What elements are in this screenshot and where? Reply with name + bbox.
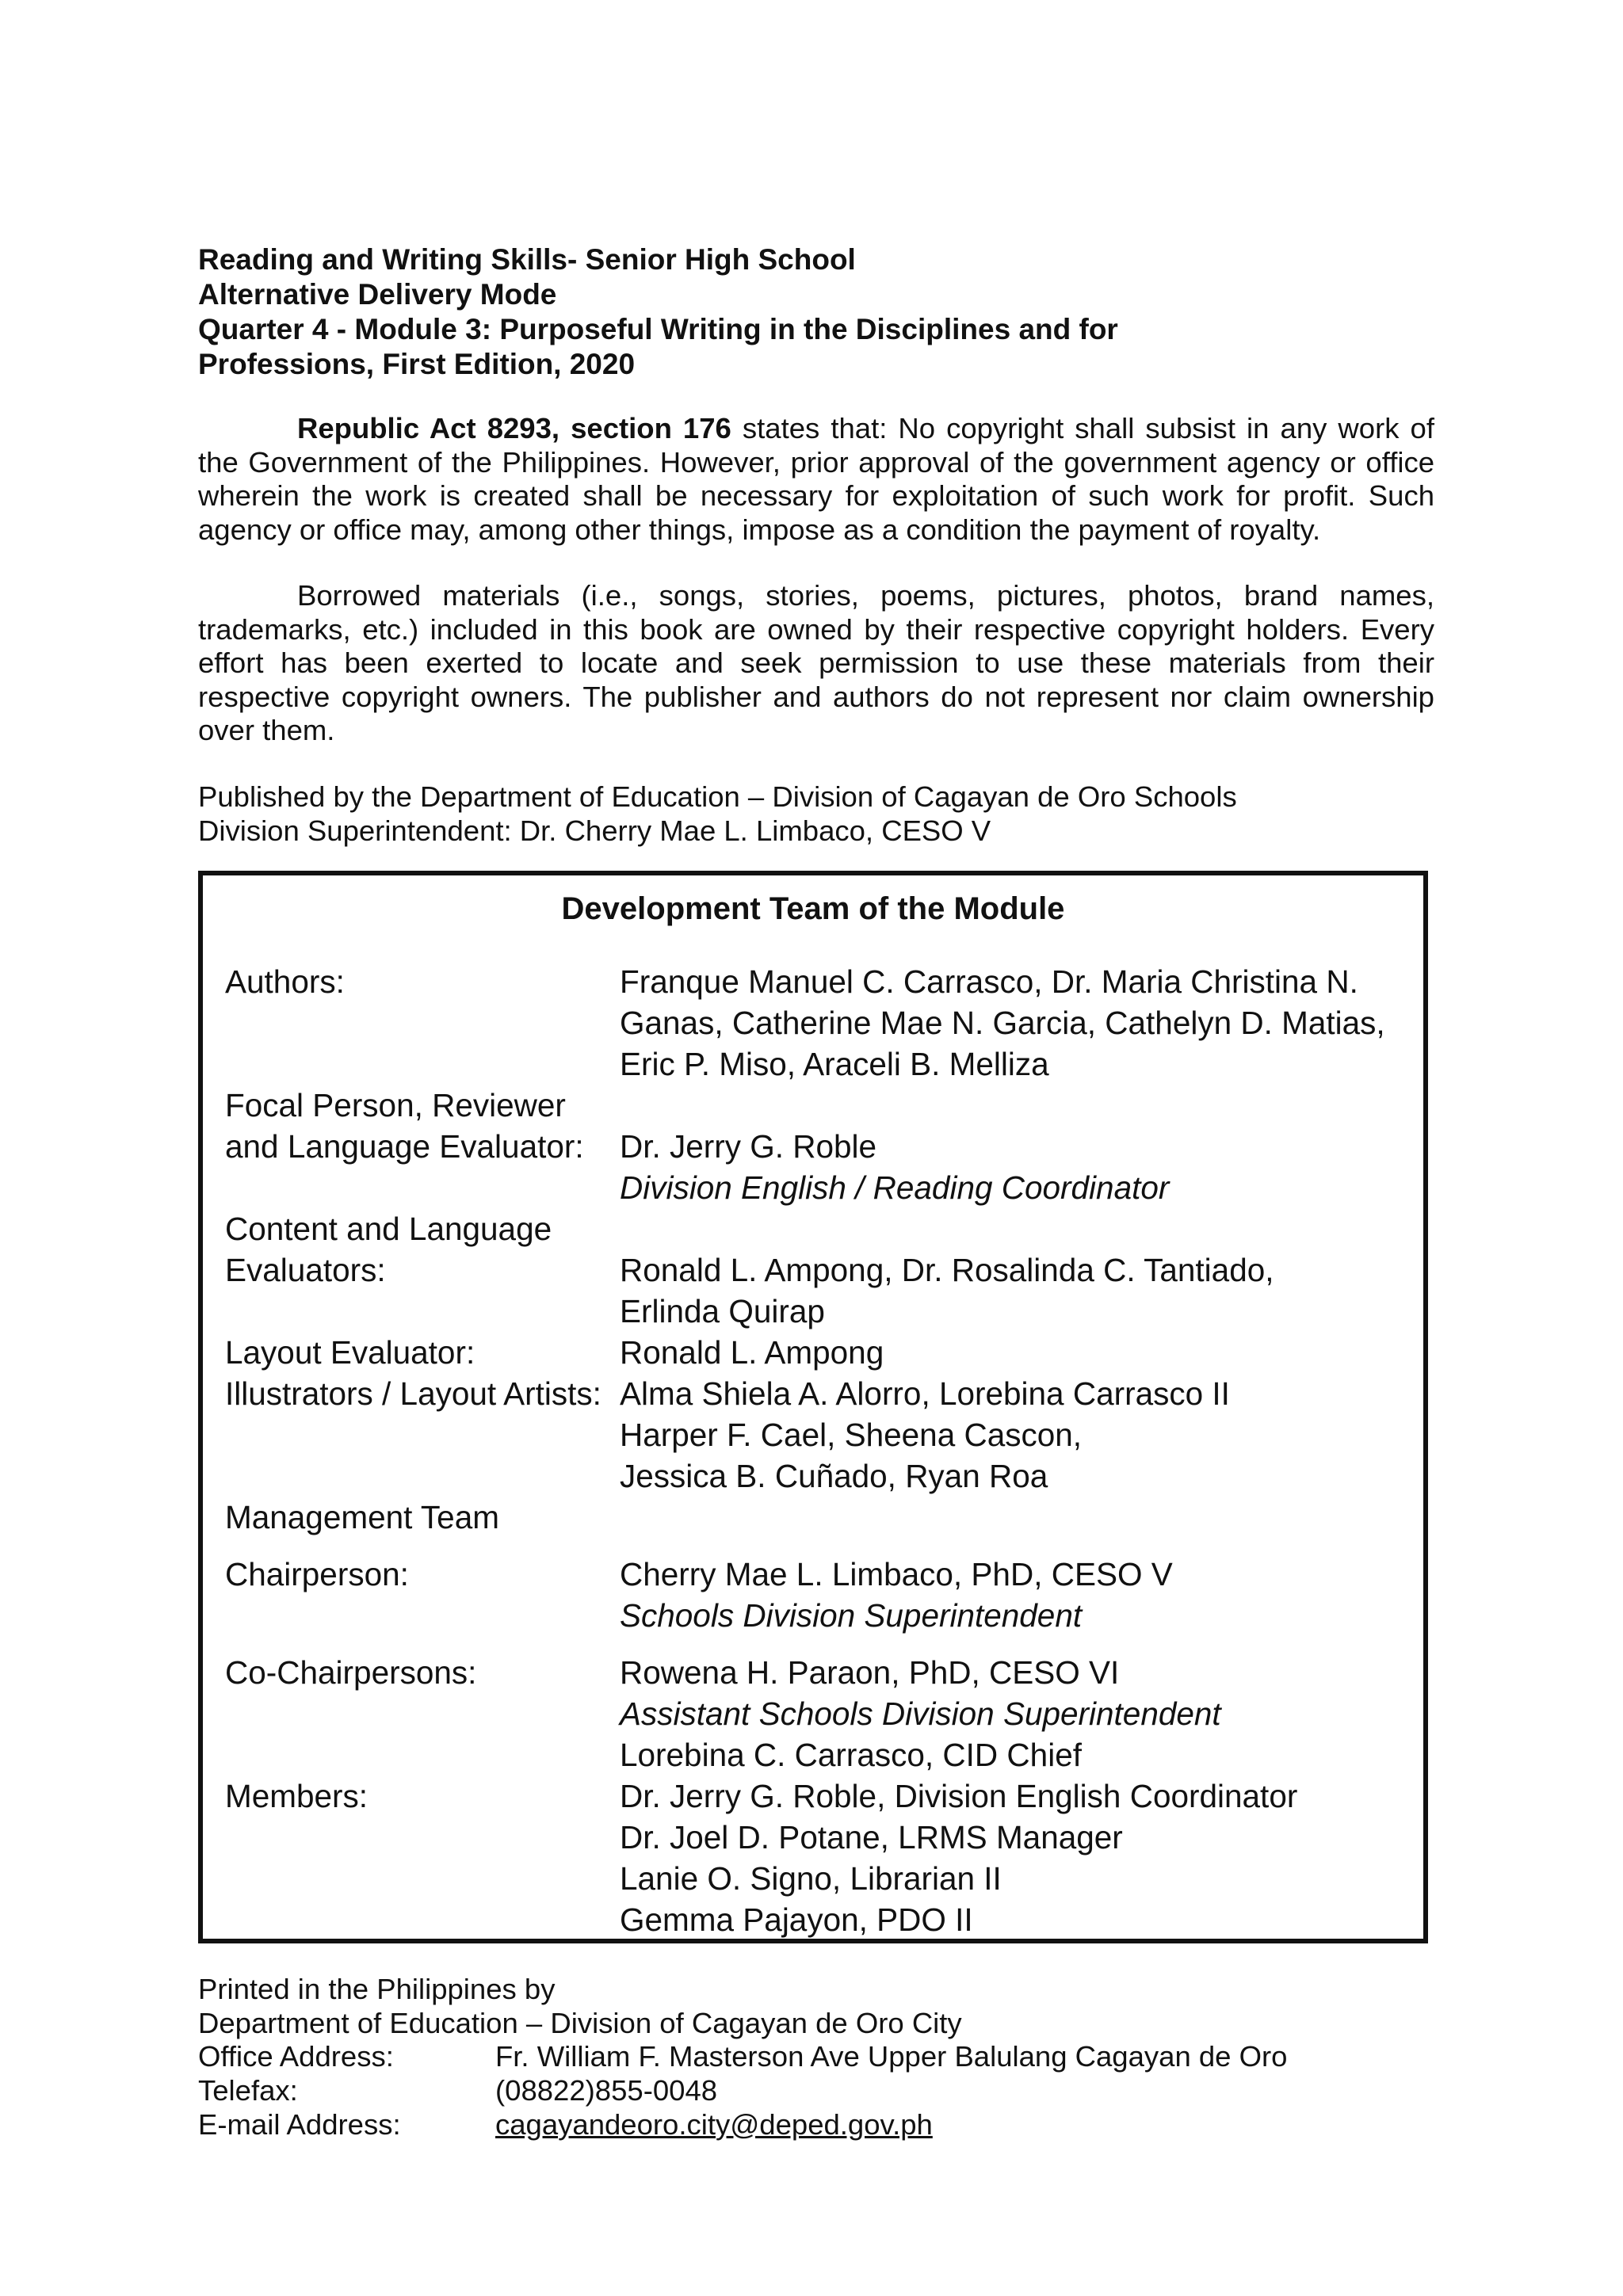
illustrators-line: Alma Shiela A. Alorro, Lorebina Carrasco II bbox=[620, 1375, 1230, 1412]
telefax-label: Telefax: bbox=[198, 2074, 298, 2107]
co-chairpersons-value bbox=[620, 1652, 1412, 1775]
co-chairperson-role: Assistant Schools Division Superintendent bbox=[620, 1695, 1221, 1732]
delivery-mode: Alternative Delivery Mode bbox=[198, 278, 557, 311]
members-label: Members: bbox=[225, 1778, 369, 1814]
printer-division-line: Department of Education – Division of Cagayan de Oro City bbox=[198, 2006, 962, 2039]
focal-label-line: Focal Person, Reviewer bbox=[225, 1087, 566, 1123]
member-line: Dr. Joel D. Potane, LRMS Manager bbox=[620, 1819, 1123, 1855]
authors-line: Eric P. Miso, Araceli B. Melliza bbox=[620, 1046, 1049, 1082]
illustrators-label: Illustrators / Layout Artists: bbox=[225, 1375, 601, 1412]
telefax-value: (08822)855-0048 bbox=[495, 2074, 718, 2107]
layout-evaluator-label: Layout Evaluator: bbox=[225, 1334, 475, 1371]
chairperson-role: Schools Division Superintendent bbox=[620, 1597, 1083, 1634]
content-evaluators-line: Erlinda Quirap bbox=[620, 1293, 825, 1329]
superintendent-line: Division Superintendent: Dr. Cherry Mae L. Limbaco, CESO V bbox=[198, 814, 991, 847]
republic-act-reference: Republic Act 8293, section 176 bbox=[297, 412, 731, 444]
co-chairperson-name: Rowena H. Paraon, PhD, CESO VI bbox=[620, 1654, 1120, 1691]
co-chairperson-name: Lorebina C. Carrasco, CID Chief bbox=[620, 1737, 1082, 1773]
layout-evaluator-name: Ronald L. Ampong bbox=[620, 1334, 884, 1371]
module-subject: Reading and Writing Skills- Senior High School bbox=[198, 243, 856, 276]
member-line: Dr. Jerry G. Roble, Division English Coordinator bbox=[620, 1778, 1298, 1814]
module-title-block bbox=[198, 242, 1118, 382]
member-line: Lanie O. Signo, Librarian II bbox=[620, 1860, 1002, 1897]
copyright-paragraph bbox=[198, 412, 1434, 547]
authors-list bbox=[620, 961, 1412, 1085]
focal-person-label bbox=[225, 1085, 584, 1167]
module-quarter: Quarter 4 - Module 3: Purposeful Writing in the Disciplines and for bbox=[198, 313, 1118, 345]
office-address-value: Fr. William F. Masterson Ave Upper Balulang Cagayan de Oro bbox=[495, 2040, 1288, 2073]
printed-in-line: Printed in the Philippines by bbox=[198, 1973, 556, 2005]
content-evaluators-line: Ronald L. Ampong, Dr. Rosalinda C. Tantiado, bbox=[620, 1252, 1274, 1288]
co-chairpersons-label: Co-Chairpersons: bbox=[225, 1654, 477, 1691]
authors-line: Franque Manuel C. Carrasco, Dr. Maria Christina N. bbox=[620, 963, 1358, 1000]
email-link[interactable]: cagayandeoro.city@deped.gov.ph bbox=[495, 2107, 933, 2141]
illustrators-line: Harper F. Cael, Sheena Cascon, bbox=[620, 1417, 1083, 1453]
borrowed-materials-text: Borrowed materials (i.e., songs, stories, poems, pictures, photos, brand names, trademarks, etc.) included in this book are owned by their respective copyright holders. Every effort has been exerted to locate and seek permission to use these materials from their respective copyright owners. The publisher and authors do not represent nor claim ownership over them. bbox=[198, 579, 1434, 746]
publisher-line: Published by the Department of Education – Division of Cagayan de Oro Schools bbox=[198, 780, 1237, 813]
printer-info bbox=[198, 1973, 1287, 2142]
focal-person-value bbox=[620, 1126, 1412, 1208]
content-label-line: Content and Language bbox=[225, 1211, 552, 1247]
development-team-box bbox=[198, 871, 1428, 1943]
team-title: Development Team of the Module bbox=[561, 891, 1065, 926]
content-label-line: Evaluators: bbox=[225, 1252, 386, 1288]
email-label: E-mail Address: bbox=[198, 2107, 401, 2141]
members-list bbox=[620, 1775, 1412, 1940]
content-evaluators-list bbox=[620, 1249, 1412, 1332]
chairperson-value bbox=[620, 1554, 1412, 1636]
borrowed-materials-paragraph bbox=[198, 579, 1434, 748]
focal-label-line: and Language Evaluator: bbox=[225, 1128, 584, 1165]
focal-person-name: Dr. Jerry G. Roble bbox=[620, 1128, 877, 1165]
authors-line: Ganas, Catherine Mae N. Garcia, Cathelyn D. Matias, bbox=[620, 1005, 1385, 1041]
module-edition: Professions, First Edition, 2020 bbox=[198, 348, 636, 380]
office-address-label: Office Address: bbox=[198, 2040, 394, 2073]
chairperson-label: Chairperson: bbox=[225, 1556, 409, 1592]
telefax-row bbox=[198, 2074, 1287, 2108]
management-team-heading: Management Team bbox=[225, 1499, 499, 1535]
member-line: Gemma Pajayon, PDO II bbox=[620, 1901, 973, 1938]
illustrators-line: Jessica B. Cuñado, Ryan Roa bbox=[620, 1458, 1048, 1494]
email-row bbox=[198, 2108, 1287, 2142]
office-address-row bbox=[198, 2040, 1287, 2074]
focal-person-role: Division English / Reading Coordinator bbox=[620, 1169, 1170, 1206]
content-evaluators-label bbox=[225, 1208, 552, 1291]
chairperson-name: Cherry Mae L. Limbaco, PhD, CESO V bbox=[620, 1556, 1173, 1592]
authors-label: Authors: bbox=[225, 963, 345, 1000]
copyright-text: states that: No copyright shall subsist in any work of the Government of the Philippines. However, prior approval of the government agency or office wherein the work is created shall be necessary for exploitation of such work for profit. Such agency or office may, among other things, impose as a condition the payment of royalty. bbox=[198, 412, 1434, 546]
illustrators-list bbox=[620, 1373, 1412, 1497]
publisher-info bbox=[198, 780, 1237, 848]
